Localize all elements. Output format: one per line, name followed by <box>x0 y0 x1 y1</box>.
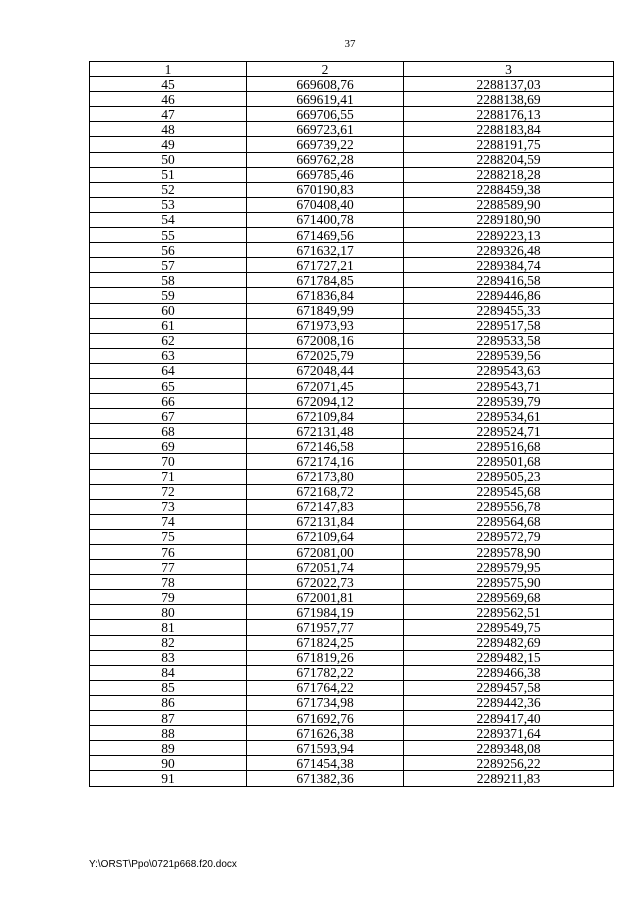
point-number-cell: 66 <box>90 394 247 409</box>
y-coordinate-cell: 2288204,59 <box>404 152 614 167</box>
point-number-cell: 49 <box>90 137 247 152</box>
point-number-cell: 76 <box>90 545 247 560</box>
x-coordinate-cell: 672071,45 <box>247 378 404 393</box>
y-coordinate-cell: 2289180,90 <box>404 212 614 227</box>
y-coordinate-cell: 2289575,90 <box>404 575 614 590</box>
y-coordinate-cell: 2289505,23 <box>404 469 614 484</box>
x-coordinate-cell: 669739,22 <box>247 137 404 152</box>
point-number-cell: 78 <box>90 575 247 590</box>
table-row <box>90 545 614 560</box>
y-coordinate-cell: 2289371,64 <box>404 726 614 741</box>
x-coordinate-cell: 671973,93 <box>247 318 404 333</box>
point-number-cell: 89 <box>90 741 247 756</box>
y-coordinate-cell: 2289564,68 <box>404 514 614 529</box>
table-row <box>90 680 614 695</box>
y-coordinate-cell: 2289211,83 <box>404 771 614 786</box>
x-coordinate-cell: 671836,84 <box>247 288 404 303</box>
y-coordinate-cell: 2289516,68 <box>404 439 614 454</box>
y-coordinate-cell: 2289572,79 <box>404 529 614 544</box>
y-coordinate-cell: 2289384,74 <box>404 258 614 273</box>
y-coordinate-cell: 2289482,69 <box>404 635 614 650</box>
x-coordinate-cell: 672173,80 <box>247 469 404 484</box>
point-number-cell: 73 <box>90 499 247 514</box>
x-coordinate-cell: 671454,38 <box>247 756 404 771</box>
x-coordinate-cell: 671957,77 <box>247 620 404 635</box>
y-coordinate-cell: 2289543,71 <box>404 378 614 393</box>
table-row <box>90 228 614 243</box>
x-coordinate-cell: 672025,79 <box>247 348 404 363</box>
y-coordinate-cell: 2289348,08 <box>404 741 614 756</box>
x-coordinate-cell: 672147,83 <box>247 499 404 514</box>
x-coordinate-cell: 671727,21 <box>247 258 404 273</box>
table-row <box>90 439 614 454</box>
point-number-cell: 80 <box>90 605 247 620</box>
y-coordinate-cell: 2289256,22 <box>404 756 614 771</box>
table-row <box>90 348 614 363</box>
y-coordinate-cell: 2289539,79 <box>404 394 614 409</box>
point-number-cell: 84 <box>90 665 247 680</box>
y-coordinate-cell: 2289466,38 <box>404 665 614 680</box>
point-number-cell: 75 <box>90 529 247 544</box>
table-row <box>90 514 614 529</box>
x-coordinate-cell: 669723,61 <box>247 122 404 137</box>
table-row <box>90 650 614 665</box>
y-coordinate-cell: 2289326,48 <box>404 243 614 258</box>
table-row <box>90 635 614 650</box>
y-coordinate-cell: 2289569,68 <box>404 590 614 605</box>
x-coordinate-cell: 671782,22 <box>247 665 404 680</box>
table-row <box>90 499 614 514</box>
point-number-cell: 82 <box>90 635 247 650</box>
point-number-cell: 59 <box>90 288 247 303</box>
point-number-cell: 55 <box>90 228 247 243</box>
point-number-cell: 91 <box>90 771 247 786</box>
table-row <box>90 182 614 197</box>
y-coordinate-cell: 2288218,28 <box>404 167 614 182</box>
table-row <box>90 288 614 303</box>
table-row <box>90 529 614 544</box>
y-coordinate-cell: 2289539,56 <box>404 348 614 363</box>
table-row <box>90 258 614 273</box>
table-row <box>90 243 614 258</box>
x-coordinate-cell: 669619,41 <box>247 92 404 107</box>
point-number-cell: 56 <box>90 243 247 258</box>
x-coordinate-cell: 672008,16 <box>247 333 404 348</box>
table-row <box>90 590 614 605</box>
x-coordinate-cell: 669608,76 <box>247 77 404 92</box>
table-row <box>90 454 614 469</box>
point-number-cell: 86 <box>90 695 247 710</box>
x-coordinate-cell: 671819,26 <box>247 650 404 665</box>
table-row <box>90 107 614 122</box>
point-number-cell: 51 <box>90 167 247 182</box>
x-coordinate-cell: 672109,84 <box>247 409 404 424</box>
table-row <box>90 726 614 741</box>
table-row <box>90 620 614 635</box>
point-number-cell: 85 <box>90 680 247 695</box>
x-coordinate-cell: 672048,44 <box>247 363 404 378</box>
table-row <box>90 605 614 620</box>
table-header-row <box>90 62 614 77</box>
table-row <box>90 77 614 92</box>
x-coordinate-cell: 669785,46 <box>247 167 404 182</box>
y-coordinate-cell: 2289549,75 <box>404 620 614 635</box>
coordinates-table <box>89 61 614 787</box>
point-number-cell: 88 <box>90 726 247 741</box>
x-coordinate-cell: 671593,94 <box>247 741 404 756</box>
x-coordinate-cell: 672168,72 <box>247 484 404 499</box>
y-coordinate-cell: 2289417,40 <box>404 711 614 726</box>
table-row <box>90 333 614 348</box>
x-coordinate-cell: 671469,56 <box>247 228 404 243</box>
y-coordinate-cell: 2289533,58 <box>404 333 614 348</box>
table-row <box>90 695 614 710</box>
x-coordinate-cell: 670408,40 <box>247 197 404 212</box>
y-coordinate-cell: 2288138,69 <box>404 92 614 107</box>
y-coordinate-cell: 2289534,61 <box>404 409 614 424</box>
x-coordinate-cell: 671626,38 <box>247 726 404 741</box>
table-row <box>90 711 614 726</box>
table-row <box>90 318 614 333</box>
y-coordinate-cell: 2289562,51 <box>404 605 614 620</box>
x-coordinate-cell: 672051,74 <box>247 560 404 575</box>
point-number-cell: 65 <box>90 378 247 393</box>
document-path-footer: Y:\ORST\Ppo\0721p668.f20.docx <box>89 859 237 870</box>
table-row <box>90 363 614 378</box>
x-coordinate-cell: 671692,76 <box>247 711 404 726</box>
x-coordinate-cell: 672001,81 <box>247 590 404 605</box>
y-coordinate-cell: 2288459,38 <box>404 182 614 197</box>
point-number-cell: 90 <box>90 756 247 771</box>
table-row <box>90 378 614 393</box>
column-header: 1 <box>90 62 247 77</box>
point-number-cell: 81 <box>90 620 247 635</box>
point-number-cell: 83 <box>90 650 247 665</box>
x-coordinate-cell: 670190,83 <box>247 182 404 197</box>
x-coordinate-cell: 671984,19 <box>247 605 404 620</box>
x-coordinate-cell: 671784,85 <box>247 273 404 288</box>
point-number-cell: 74 <box>90 514 247 529</box>
point-number-cell: 62 <box>90 333 247 348</box>
table-row <box>90 273 614 288</box>
point-number-cell: 68 <box>90 424 247 439</box>
table-row <box>90 469 614 484</box>
y-coordinate-cell: 2289556,78 <box>404 499 614 514</box>
y-coordinate-cell: 2289524,71 <box>404 424 614 439</box>
x-coordinate-cell: 671764,22 <box>247 680 404 695</box>
point-number-cell: 48 <box>90 122 247 137</box>
x-coordinate-cell: 671632,17 <box>247 243 404 258</box>
x-coordinate-cell: 671400,78 <box>247 212 404 227</box>
point-number-cell: 61 <box>90 318 247 333</box>
y-coordinate-cell: 2289223,13 <box>404 228 614 243</box>
column-header: 2 <box>247 62 404 77</box>
point-number-cell: 71 <box>90 469 247 484</box>
point-number-cell: 57 <box>90 258 247 273</box>
y-coordinate-cell: 2289482,15 <box>404 650 614 665</box>
table-row <box>90 92 614 107</box>
y-coordinate-cell: 2288137,03 <box>404 77 614 92</box>
table-row <box>90 394 614 409</box>
point-number-cell: 54 <box>90 212 247 227</box>
table-row <box>90 741 614 756</box>
point-number-cell: 53 <box>90 197 247 212</box>
y-coordinate-cell: 2289457,58 <box>404 680 614 695</box>
point-number-cell: 46 <box>90 92 247 107</box>
page-number: 37 <box>344 38 356 50</box>
x-coordinate-cell: 671824,25 <box>247 635 404 650</box>
x-coordinate-cell: 669762,28 <box>247 152 404 167</box>
table-row <box>90 409 614 424</box>
point-number-cell: 79 <box>90 590 247 605</box>
y-coordinate-cell: 2288183,84 <box>404 122 614 137</box>
point-number-cell: 45 <box>90 77 247 92</box>
y-coordinate-cell: 2289579,95 <box>404 560 614 575</box>
x-coordinate-cell: 672022,73 <box>247 575 404 590</box>
x-coordinate-cell: 672109,64 <box>247 529 404 544</box>
table-row <box>90 152 614 167</box>
y-coordinate-cell: 2289442,36 <box>404 695 614 710</box>
y-coordinate-cell: 2289501,68 <box>404 454 614 469</box>
y-coordinate-cell: 2289578,90 <box>404 545 614 560</box>
x-coordinate-cell: 672081,00 <box>247 545 404 560</box>
table-row <box>90 167 614 182</box>
x-coordinate-cell: 672131,48 <box>247 424 404 439</box>
y-coordinate-cell: 2288589,90 <box>404 197 614 212</box>
point-number-cell: 60 <box>90 303 247 318</box>
point-number-cell: 63 <box>90 348 247 363</box>
x-coordinate-cell: 672094,12 <box>247 394 404 409</box>
point-number-cell: 69 <box>90 439 247 454</box>
y-coordinate-cell: 2289446,86 <box>404 288 614 303</box>
y-coordinate-cell: 2289543,63 <box>404 363 614 378</box>
y-coordinate-cell: 2289517,58 <box>404 318 614 333</box>
column-header: 3 <box>404 62 614 77</box>
table-row <box>90 122 614 137</box>
x-coordinate-cell: 671382,36 <box>247 771 404 786</box>
table-row <box>90 303 614 318</box>
point-number-cell: 70 <box>90 454 247 469</box>
x-coordinate-cell: 672146,58 <box>247 439 404 454</box>
y-coordinate-cell: 2289455,33 <box>404 303 614 318</box>
y-coordinate-cell: 2288191,75 <box>404 137 614 152</box>
point-number-cell: 47 <box>90 107 247 122</box>
table-row <box>90 484 614 499</box>
point-number-cell: 58 <box>90 273 247 288</box>
y-coordinate-cell: 2289545,68 <box>404 484 614 499</box>
table-row <box>90 197 614 212</box>
table-row <box>90 560 614 575</box>
point-number-cell: 50 <box>90 152 247 167</box>
table-row <box>90 756 614 771</box>
table-row <box>90 424 614 439</box>
table-row <box>90 575 614 590</box>
point-number-cell: 52 <box>90 182 247 197</box>
point-number-cell: 64 <box>90 363 247 378</box>
point-number-cell: 67 <box>90 409 247 424</box>
x-coordinate-cell: 671734,98 <box>247 695 404 710</box>
table-row <box>90 665 614 680</box>
table-row <box>90 771 614 786</box>
x-coordinate-cell: 672174,16 <box>247 454 404 469</box>
y-coordinate-cell: 2288176,13 <box>404 107 614 122</box>
point-number-cell: 72 <box>90 484 247 499</box>
point-number-cell: 77 <box>90 560 247 575</box>
x-coordinate-cell: 672131,84 <box>247 514 404 529</box>
x-coordinate-cell: 671849,99 <box>247 303 404 318</box>
y-coordinate-cell: 2289416,58 <box>404 273 614 288</box>
table-row <box>90 137 614 152</box>
x-coordinate-cell: 669706,55 <box>247 107 404 122</box>
table-row <box>90 212 614 227</box>
point-number-cell: 87 <box>90 711 247 726</box>
